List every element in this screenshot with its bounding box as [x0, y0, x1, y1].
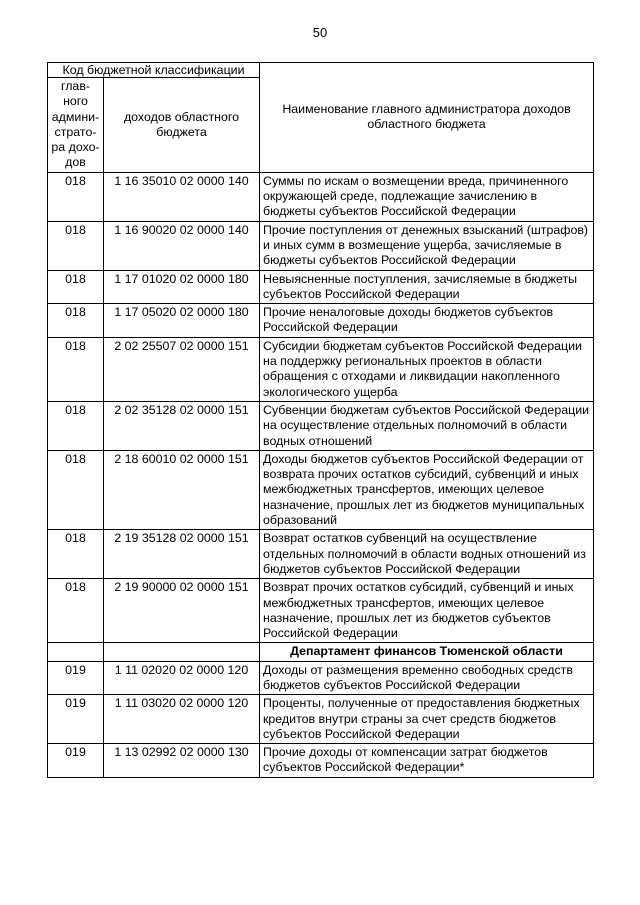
admin-code-cell: 019	[48, 695, 104, 744]
revenue-name-cell: Доходы бюджетов субъектов Российской Федерации от возврата прочих остатков субсидий, субвенций и иных межбюджетных трансфертов, имеющих целевое назначение, прошлых лет из бюджетов муниципальных образований	[260, 450, 594, 529]
table-row	[48, 695, 594, 744]
admin-code-cell: 018	[48, 221, 104, 270]
revenue-code-cell: 2 19 35128 02 0000 151	[104, 530, 260, 579]
revenue-code-cell: 2 02 25507 02 0000 151	[104, 337, 260, 401]
revenue-name-cell: Субвенции бюджетам субъектов Российской Федерации на осуществление отдельных полномочий в области водных отношений	[260, 401, 594, 450]
page-number: 50	[312, 25, 328, 40]
admin-code-cell: 018	[48, 337, 104, 401]
budget-classification-table	[47, 62, 594, 778]
revenue-code-cell: 1 13 02992 02 0000 130	[104, 744, 260, 778]
header-administrator-name: Наименование главного администратора доходов областного бюджета	[260, 63, 594, 173]
revenue-name-cell: Прочие доходы от компенсации затрат бюджетов субъектов Российской Федерации*	[260, 744, 594, 778]
revenue-name-cell: Прочие поступления от денежных взысканий (штрафов) и иных сумм в возмещение ущерба, зачисляемые в бюджеты субъектов Российской Федерации	[260, 221, 594, 270]
header-revenue-code: доходов областного бюджета	[104, 78, 260, 173]
revenue-code-cell: 1 11 03020 02 0000 120	[104, 695, 260, 744]
admin-code-cell: 019	[48, 744, 104, 778]
revenue-name-cell: Департамент финансов Тюменской области	[260, 643, 594, 661]
revenue-name-cell: Доходы от размещения временно свободных средств бюджетов субъектов Российской Федерации	[260, 661, 594, 695]
revenue-name-cell: Суммы по искам о возмещении вреда, причиненного окружающей среде, подлежащие зачислению в бюджеты субъектов Российской Федерации	[260, 172, 594, 221]
revenue-code-cell: 1 17 05020 02 0000 180	[104, 304, 260, 338]
revenue-name-cell: Возврат остатков субвенций на осуществление отдельных полномочий в области водных отношений из бюджетов субъектов Российской Федерации	[260, 530, 594, 579]
admin-code-cell: 018	[48, 304, 104, 338]
admin-code-cell: 019	[48, 661, 104, 695]
table-row	[48, 304, 594, 338]
table-row	[48, 579, 594, 643]
admin-code-cell	[48, 643, 104, 661]
revenue-name-cell: Проценты, полученные от предоставления бюджетных кредитов внутри страны за счет средств бюджетов субъектов Российской Федерации	[260, 695, 594, 744]
revenue-code-cell: 1 17 01020 02 0000 180	[104, 270, 260, 304]
table-row	[48, 270, 594, 304]
revenue-name-cell: Субсидии бюджетам субъектов Российской Федерации на поддержку региональных проектов в области обращения с отходами и ликвидации накопленного экологического ущерба	[260, 337, 594, 401]
table-row	[48, 450, 594, 529]
admin-code-cell: 018	[48, 172, 104, 221]
revenue-code-cell: 2 02 35128 02 0000 151	[104, 401, 260, 450]
table-row	[48, 744, 594, 778]
revenue-name-cell: Невыясненные поступления, зачисляемые в бюджеты субъектов Российской Федерации	[260, 270, 594, 304]
table-row	[48, 337, 594, 401]
revenue-code-cell	[104, 643, 260, 661]
header-budget-classification-code: Код бюджетной классификации	[48, 63, 260, 78]
admin-code-cell: 018	[48, 530, 104, 579]
revenue-code-cell: 1 11 02020 02 0000 120	[104, 661, 260, 695]
table-row	[48, 172, 594, 221]
revenue-name-cell: Прочие неналоговые доходы бюджетов субъектов Российской Федерации	[260, 304, 594, 338]
admin-code-cell: 018	[48, 270, 104, 304]
admin-code-cell: 018	[48, 450, 104, 529]
table-row	[48, 661, 594, 695]
header-chief-administrator: глав- ного админи- страто- ра дохо- дов	[48, 78, 104, 173]
table-row	[48, 530, 594, 579]
admin-code-cell: 018	[48, 401, 104, 450]
section-row	[48, 643, 594, 661]
revenue-name-cell: Возврат прочих остатков субсидий, субвенций и иных межбюджетных трансфертов, имеющих целевое назначение, прошлых лет из бюджетов субъектов Российской Федерации	[260, 579, 594, 643]
revenue-code-cell: 1 16 35010 02 0000 140	[104, 172, 260, 221]
revenue-code-cell: 2 19 90000 02 0000 151	[104, 579, 260, 643]
table-row	[48, 401, 594, 450]
admin-code-cell: 018	[48, 579, 104, 643]
revenue-code-cell: 1 16 90020 02 0000 140	[104, 221, 260, 270]
revenue-code-cell: 2 18 60010 02 0000 151	[104, 450, 260, 529]
table-row	[48, 221, 594, 270]
